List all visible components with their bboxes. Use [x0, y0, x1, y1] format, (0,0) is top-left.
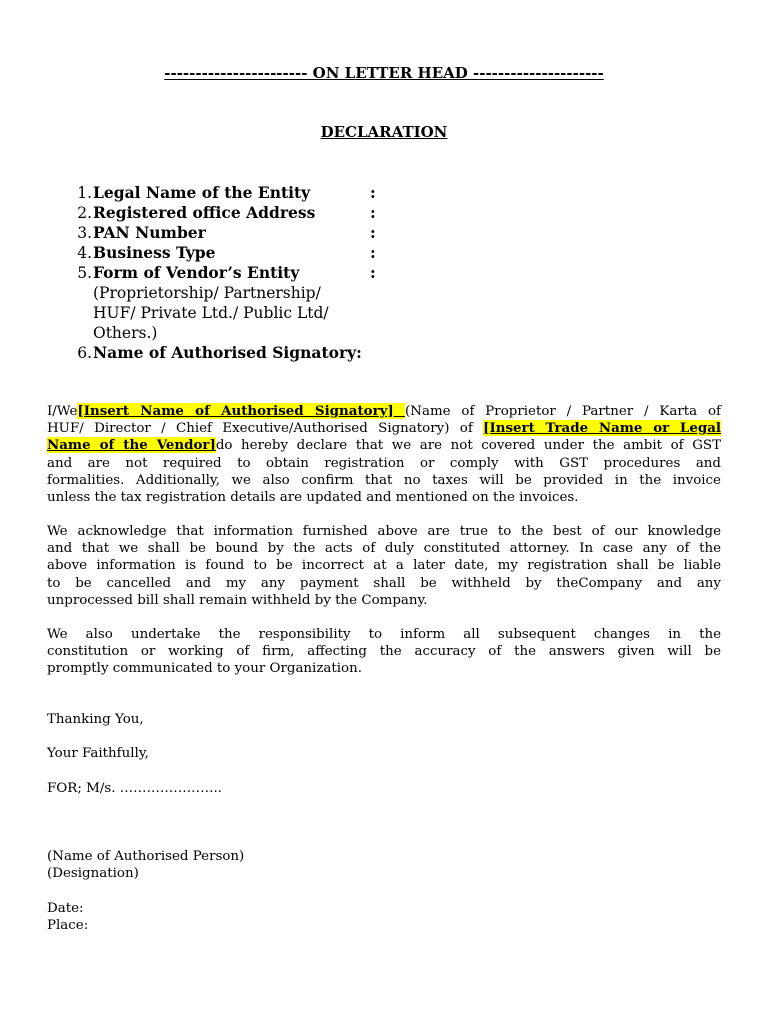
date-field: Date:	[47, 901, 84, 916]
field-colon: :	[370, 203, 376, 222]
field-number: 1.	[77, 184, 92, 202]
field-colon: :	[370, 183, 376, 202]
acknowledgement-paragraph	[47, 523, 721, 609]
declaration-paragraph	[47, 403, 721, 506]
field-label: PAN Number	[93, 223, 206, 242]
letterhead-placeholder: ----------------------- ON LETTER HEAD ---------------------	[164, 64, 604, 82]
field-label: Form of Vendor’s Entity	[93, 263, 300, 282]
paragraph-line	[47, 403, 721, 420]
paragraph-line: promptly communicated to your Organization.	[47, 661, 362, 677]
paragraph-line: above information is found to be incorrect at a later date, my registration shall be liable	[47, 558, 721, 574]
field-number: 4.	[77, 244, 92, 262]
closing-faithfully: Your Faithfully,	[47, 746, 149, 761]
entity-type-line: Others.)	[93, 324, 158, 342]
field-colon: :	[370, 223, 376, 242]
text-run: do hereby declare that we are not covered under the ambit of GST	[215, 438, 722, 454]
vendor-name-placeholder: Name of the Vendor]	[47, 437, 216, 454]
field-business-type	[66, 243, 426, 263]
field-number: 5.	[77, 264, 92, 282]
field-pan-number	[66, 223, 426, 243]
field-registered-address	[66, 203, 426, 223]
field-colon: :	[370, 263, 376, 282]
text-run: HUF/ Director / Chief Executive/Authorised Signatory) of	[47, 421, 484, 437]
place-field: Place:	[47, 918, 89, 933]
entity-type-options	[66, 283, 426, 343]
closing-thanks: Thanking You,	[47, 712, 144, 727]
field-number: 6.	[77, 344, 92, 362]
paragraph-line: formalities. Additionally, we also confirm that no taxes will be provided in the invoice	[47, 472, 721, 488]
field-label: Legal Name of the Entity	[93, 183, 311, 202]
paragraph-line: and are not required to obtain registration or comply with GST procedures and	[47, 455, 721, 471]
entity-field-list	[66, 183, 426, 363]
field-label: Business Type	[93, 243, 216, 262]
paragraph-line	[47, 437, 721, 454]
field-number: 3.	[77, 224, 92, 242]
authorised-person-designation: (Designation)	[47, 866, 139, 881]
paragraph-line: We acknowledge that information furnished above are true to the best of our knowledge	[47, 524, 721, 539]
signatory-name-placeholder: [Insert Name of Authorised Signatory]	[77, 403, 406, 419]
paragraph-line: constitution or working of firm, affecting the accuracy of the answers given will be	[47, 644, 721, 660]
undertaking-paragraph	[47, 626, 721, 678]
paragraph-line: to be cancelled and my any payment shall be withheld by theCompany and any	[47, 575, 721, 591]
entity-type-line: (Proprietorship/ Partnership/	[93, 284, 321, 302]
field-authorised-signatory	[66, 343, 426, 363]
entity-type-line: HUF/ Private Ltd./ Public Ltd/	[93, 304, 329, 322]
authorised-person-name: (Name of Authorised Person)	[47, 849, 245, 864]
closing-for-company: FOR; M/s. …………………..	[47, 781, 222, 796]
field-vendor-entity-form	[66, 263, 426, 283]
field-label: Registered office Address	[93, 203, 316, 222]
paragraph-line: unless the tax registration details are updated and mentioned on the invoices.	[47, 490, 579, 506]
text-run: I/We	[47, 404, 78, 419]
vendor-name-placeholder: [Insert Trade Name or Legal	[483, 420, 721, 437]
field-colon: :	[370, 243, 376, 262]
document-title: DECLARATION	[320, 123, 448, 141]
text-run: (Name of Proprietor / Partner / Karta of	[405, 404, 721, 419]
paragraph-line: and that we shall be bound by the acts of duly constituted attorney. In case any of the	[47, 541, 721, 557]
field-legal-name	[66, 183, 426, 203]
paragraph-line: We also undertake the responsibility to inform all subsequent changes in the	[47, 627, 721, 642]
field-number: 2.	[77, 204, 92, 222]
field-label: Name of Authorised Signatory:	[93, 343, 362, 362]
paragraph-line	[47, 420, 721, 437]
paragraph-line: unprocessed bill shall remain withheld by the Company.	[47, 592, 428, 608]
